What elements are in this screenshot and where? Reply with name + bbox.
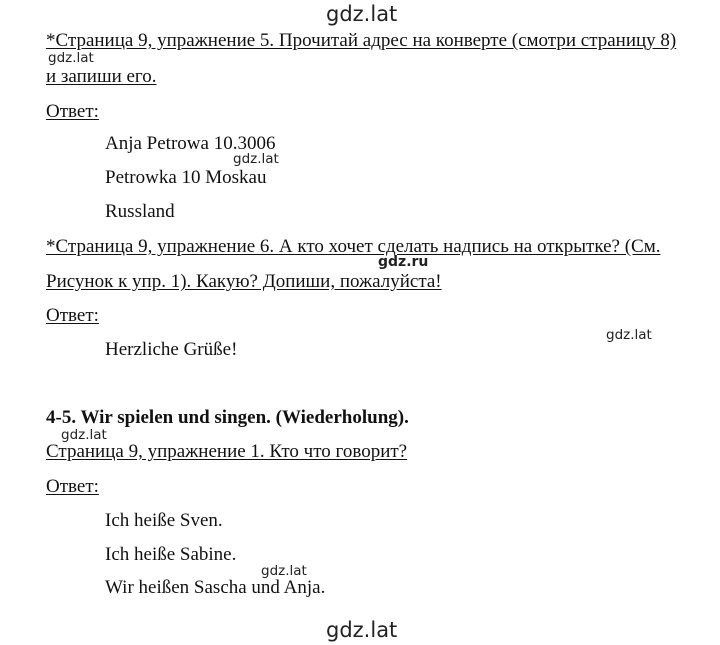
watermark: gdz.lat (48, 50, 94, 66)
watermark: gdz.lat (606, 327, 652, 343)
task6-question-line1: *Страница 9, упражнение 6. А кто хочет сделать надпись на открытке? (См. (46, 236, 661, 257)
answer-line: Petrowka 10 Moskau (105, 167, 267, 188)
answer-label: Ответ: (46, 101, 99, 122)
answer-line: Russland (105, 201, 175, 222)
task1-question: Страница 9, упражнение 1. Кто что говорит? (46, 441, 408, 462)
answer-line: Ich heiße Sabine. (105, 544, 237, 565)
watermark: gdz.ru (378, 254, 429, 270)
section-heading: 4-5. Wir spielen und singen. (Wiederholung). (46, 407, 409, 428)
answer-label: Ответ: (46, 476, 99, 497)
answer-line: Wir heißen Sascha und Anja. (105, 577, 326, 598)
answer-line: Ich heiße Sven. (105, 510, 223, 531)
answer-line: Anja Petrowa 10.3006 (105, 133, 276, 154)
task5-question-line2: и запиши его. (46, 66, 157, 87)
watermark: gdz.lat (261, 563, 307, 579)
task5-question-line1: *Страница 9, упражнение 5. Прочитай адрес на конверте (смотри страницу 8) (46, 30, 677, 51)
watermark: gdz.lat (233, 151, 279, 167)
watermark: gdz.lat (61, 427, 107, 443)
watermark-top: gdz.lat (326, 2, 398, 26)
task6-question-line2: Рисунок к упр. 1). Какую? Допиши, пожалуйста! (46, 271, 442, 292)
answer-label: Ответ: (46, 305, 99, 326)
answer-line: Herzliche Grüße! (105, 339, 238, 360)
watermark-bottom: gdz.lat (326, 618, 398, 642)
